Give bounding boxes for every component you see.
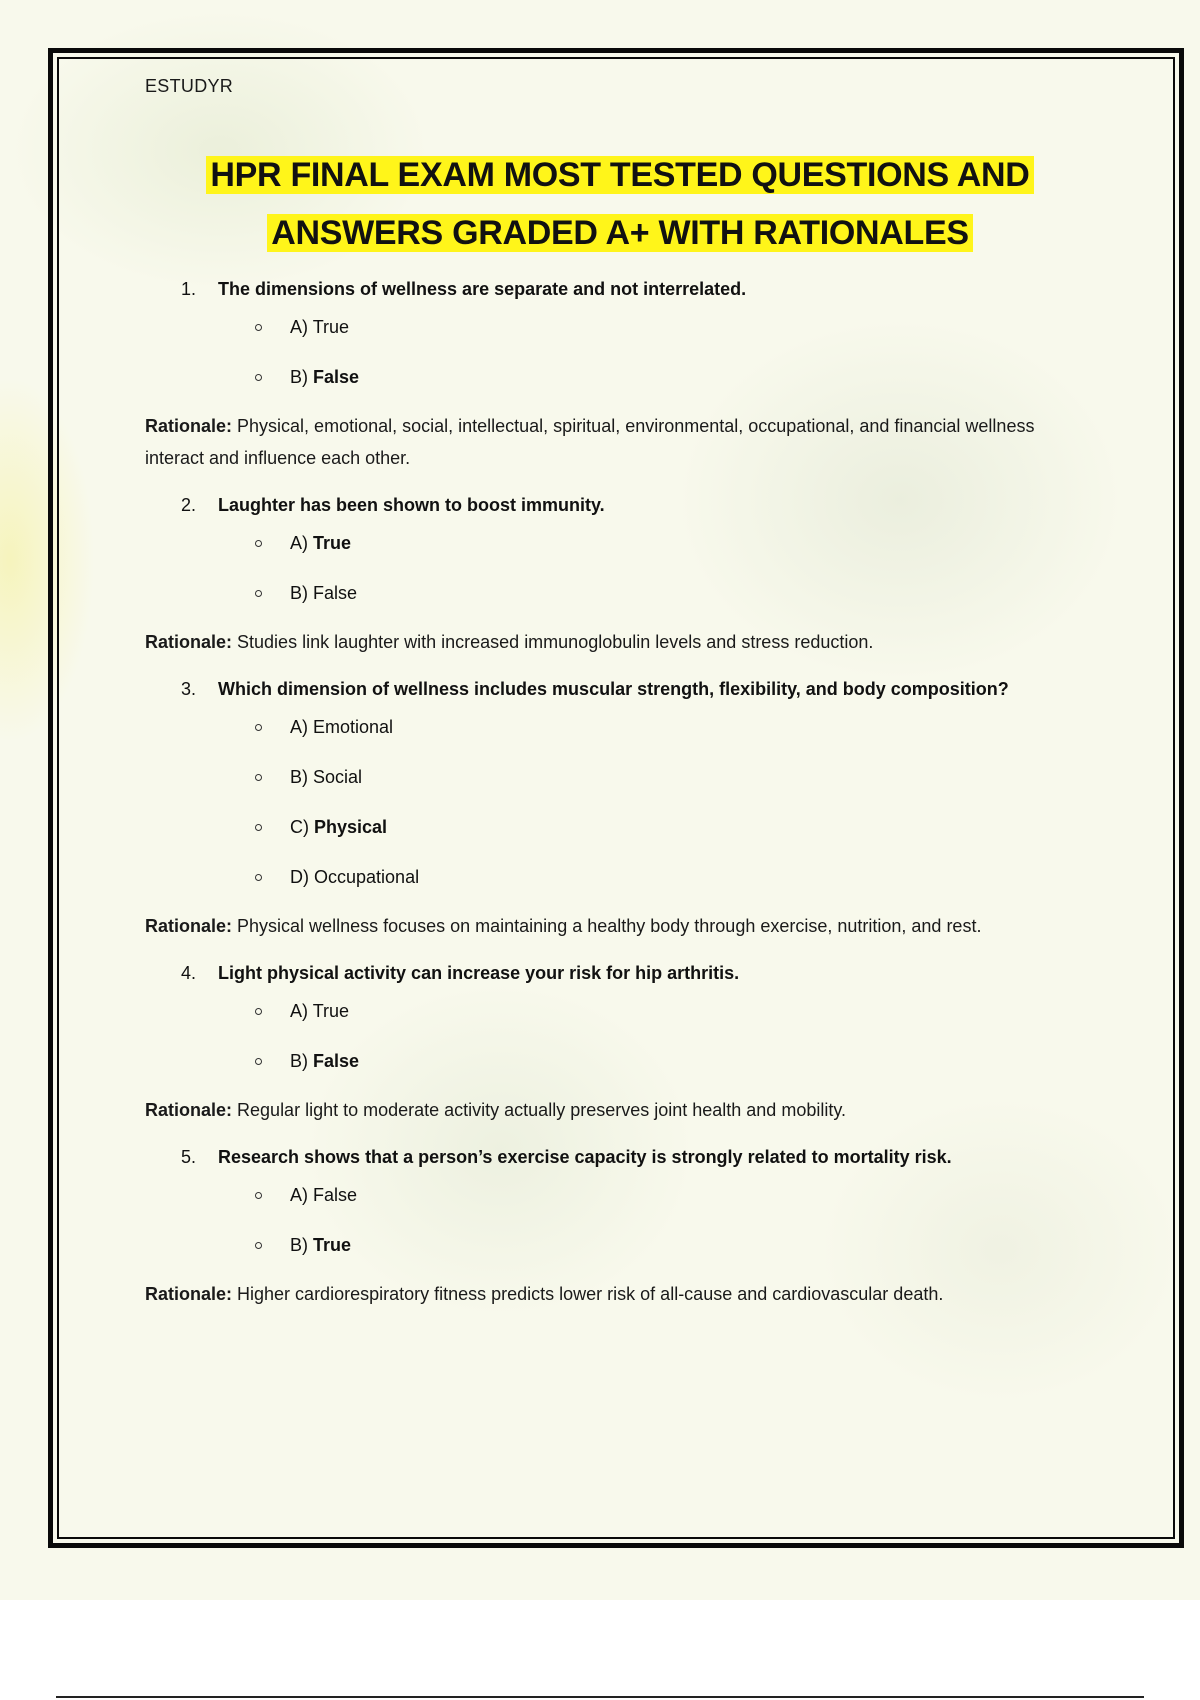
rationale-label: Rationale: xyxy=(145,416,233,436)
circle-bullet-icon xyxy=(255,774,262,781)
option-key: B) xyxy=(290,1051,308,1071)
answer-options xyxy=(145,316,1095,388)
rationale-label: Rationale: xyxy=(145,1284,233,1304)
circle-bullet-icon xyxy=(255,1192,262,1199)
footer-rule xyxy=(56,1696,1144,1698)
question-number: 3. xyxy=(181,679,197,699)
question-prompt: Laughter has been shown to boost immunity. xyxy=(218,495,605,515)
question-block xyxy=(145,1146,1095,1310)
question-prompt: Which dimension of wellness includes muscular strength, flexibility, and body composition? xyxy=(218,679,1009,699)
option-text: Emotional xyxy=(313,717,394,737)
circle-bullet-icon xyxy=(255,824,262,831)
option-key: A) xyxy=(290,717,308,737)
question-prompt: The dimensions of wellness are separate and not interrelated. xyxy=(218,279,747,299)
rationale-label: Rationale: xyxy=(145,1100,233,1120)
question-number: 2. xyxy=(181,495,197,515)
answer-options xyxy=(145,716,1095,888)
title-line-2: ANSWERS GRADED A+ WITH RATIONALES xyxy=(267,214,973,252)
question-block xyxy=(145,678,1095,942)
question-block xyxy=(145,278,1095,474)
rationale-label: Rationale: xyxy=(145,916,233,936)
question-text xyxy=(145,1146,1095,1168)
rationale-text: Studies link laughter with increased immunoglobulin levels and stress reduction. xyxy=(237,632,874,652)
circle-bullet-icon xyxy=(255,540,262,547)
rationale xyxy=(145,910,1095,942)
question-block xyxy=(145,494,1095,658)
circle-bullet-icon xyxy=(255,724,262,731)
answer-option xyxy=(145,766,1095,788)
answer-option xyxy=(145,1000,1095,1022)
answer-option xyxy=(145,582,1095,604)
circle-bullet-icon xyxy=(255,1058,262,1065)
circle-bullet-icon xyxy=(255,1242,262,1249)
option-text: Occupational xyxy=(314,867,420,887)
correct-answer-text: True xyxy=(313,533,352,553)
rationale xyxy=(145,626,1095,658)
answer-option xyxy=(145,716,1095,738)
answer-option xyxy=(145,1050,1095,1072)
correct-answer-text: Physical xyxy=(314,817,388,837)
circle-bullet-icon xyxy=(255,374,262,381)
circle-bullet-icon xyxy=(255,590,262,597)
answer-option xyxy=(145,532,1095,554)
option-text: True xyxy=(312,317,350,337)
option-key: D) xyxy=(290,867,309,887)
circle-bullet-icon xyxy=(255,324,262,331)
answer-option xyxy=(145,816,1095,838)
title-line-1: HPR FINAL EXAM MOST TESTED QUESTIONS AND xyxy=(206,156,1033,194)
option-key: B) xyxy=(290,583,308,603)
question-number: 5. xyxy=(181,1147,197,1167)
question-list xyxy=(145,278,1095,1330)
correct-answer-text: False xyxy=(313,1051,360,1071)
correct-answer-text: False xyxy=(313,367,360,387)
answer-option xyxy=(145,366,1095,388)
circle-bullet-icon xyxy=(255,874,262,881)
option-key: B) xyxy=(290,1235,308,1255)
option-key: A) xyxy=(290,317,308,337)
rationale-text: Physical, emotional, social, intellectual, spiritual, environmental, occupational, and financial wellness interact and influence each other. xyxy=(145,416,1035,468)
answer-options xyxy=(145,1000,1095,1072)
option-text: Social xyxy=(313,767,363,787)
question-prompt: Research shows that a person’s exercise capacity is strongly related to mortality risk. xyxy=(218,1147,952,1167)
option-key: B) xyxy=(290,767,308,787)
answer-option xyxy=(145,1184,1095,1206)
question-prompt: Light physical activity can increase your risk for hip arthritis. xyxy=(218,963,740,983)
option-key: B) xyxy=(290,367,308,387)
answer-option xyxy=(145,316,1095,338)
option-key: A) xyxy=(290,533,308,553)
option-key: A) xyxy=(290,1185,308,1205)
rationale-text: Physical wellness focuses on maintaining a healthy body through exercise, nutrition, and rest. xyxy=(237,916,982,936)
question-text xyxy=(145,962,1095,984)
rationale xyxy=(145,1094,1095,1126)
answer-options xyxy=(145,1184,1095,1256)
question-number: 4. xyxy=(181,963,197,983)
circle-bullet-icon xyxy=(255,1008,262,1015)
rationale-label: Rationale: xyxy=(145,632,233,652)
option-key: A) xyxy=(290,1001,308,1021)
question-number: 1. xyxy=(181,279,197,299)
rationale-text: Regular light to moderate activity actually preserves joint health and mobility. xyxy=(237,1100,846,1120)
option-key: C) xyxy=(290,817,309,837)
question-text xyxy=(145,494,1095,516)
question-block xyxy=(145,962,1095,1126)
brand-header: ESTUDYR xyxy=(145,76,234,96)
rationale xyxy=(145,1278,1095,1310)
question-text xyxy=(145,678,1095,700)
rationale xyxy=(145,410,1095,474)
option-text: True xyxy=(312,1001,350,1021)
correct-answer-text: True xyxy=(313,1235,352,1255)
question-text xyxy=(145,278,1095,300)
document-title xyxy=(100,146,1140,262)
answer-options xyxy=(145,532,1095,604)
answer-option xyxy=(145,866,1095,888)
answer-option xyxy=(145,1234,1095,1256)
rationale-text: Higher cardiorespiratory fitness predicts lower risk of all-cause and cardiovascular death. xyxy=(237,1284,944,1304)
option-text: False xyxy=(313,1185,358,1205)
option-text: False xyxy=(313,583,358,603)
